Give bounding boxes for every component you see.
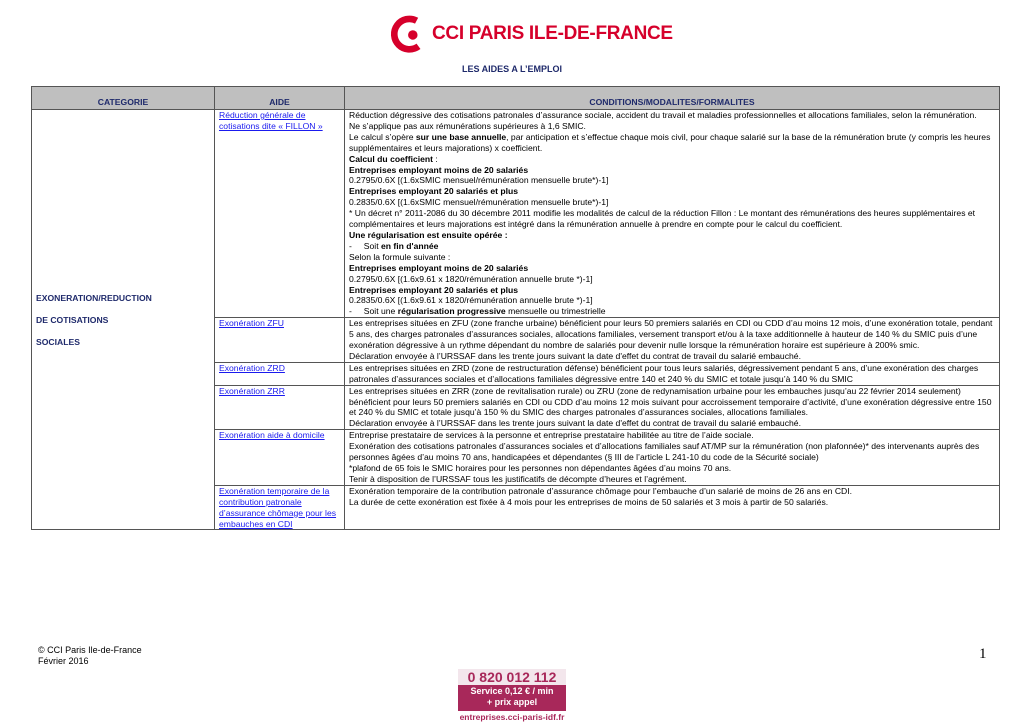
conditions-cell <box>345 318 1000 363</box>
category-line: SOCIALES <box>36 336 80 347</box>
aide-link[interactable]: Exonération ZFU <box>219 318 284 329</box>
phone-tarif-line2: + prix appel <box>486 697 538 707</box>
condition-line <box>349 186 995 197</box>
condition-text: 0.2795/0.6X [(1.6xSMIC mensuel/rémunération mensuelle brute*)-1] <box>349 175 609 186</box>
condition-text: mensuelle ou trimestrielle <box>505 306 606 317</box>
condition-bold-text: Entreprises employant moins de 20 salariés <box>349 262 529 273</box>
category-cell <box>32 110 215 530</box>
condition-text: Déclaration envoyée à l’URSSAF dans les trente jours suivant la date d'effet du contrat de travail du salarié embauché. <box>349 350 801 361</box>
condition-line <box>349 363 995 385</box>
condition-text: Entreprise prestataire de services à la personne et entreprise prestataire habilitée au titre de l’aide sociale. <box>349 430 754 441</box>
column-header-categorie: CATEGORIE <box>32 87 215 110</box>
condition-text: : <box>433 153 438 164</box>
cci-logo-icon <box>390 14 428 54</box>
aide-link[interactable]: Exonération temporaire de la contribution patronale d’assurance chômage pour les embauches en CDI <box>219 485 337 529</box>
aide-cell <box>215 110 345 318</box>
condition-text: 0.2835/0.6X [(1.6xSMIC mensuel/rémunération mensuelle brute*)-1] <box>349 197 609 208</box>
condition-text: Exonération des cotisations patronales d’assurances sociales et d’allocations familiales sauf AT/MP sur la rémunération (non plafonnée)* des intervenants auprès des personnes âgées d’au moins 70 ans, handicapées et dépendantes (§ III de l’article L 241-10 du code de la Sécurité sociale) <box>349 441 980 463</box>
condition-line <box>349 230 995 241</box>
condition-text: , par anticipation et s’effectue chaque mois civil, pour chaque salarié sur la base de la rémunération brute (y compris les heures supplémentaires et leurs majorations) x coefficient. <box>349 131 991 153</box>
condition-line <box>349 306 995 317</box>
category-line: DE COTISATIONS <box>36 314 109 325</box>
conditions-cell <box>345 385 1000 430</box>
condition-text: Les entreprises situées en ZRR (zone de revitalisation rurale) ou ZRU (zone de redynamisation urbaine pour les embauches jusqu’au 22 février 2014 seulement) bénéficient pour leurs 50 premiers salariés en CDI ou CDD d’au moins 12 mois suivant pour accroissement temporaire d’activité, d’une exonération dégressive entre 150 et 240 % du SMIC et totale jusqu’à 150 % du SMIC des charges patronales d’assurances sociales, allocations familiales. <box>349 385 992 418</box>
document-title: LES AIDES A L’EMPLOI <box>461 64 562 74</box>
condition-line <box>349 110 995 121</box>
condition-line <box>349 175 995 186</box>
condition-bold-text: Calcul du coefficient <box>349 153 434 164</box>
condition-line <box>349 208 995 230</box>
phone-box <box>458 669 566 711</box>
condition-text: * Un décret n° 2011-2086 du 30 décembre 2011 modifie les modalités de calcul de la réduction Fillon : Le montant des rémunérations des heures supplémentaires et complémentaires et leurs majorations est intégré dans la rémunération annuelle à prendre en compte pour le calcul du coefficient. <box>349 208 976 230</box>
condition-text: - Soit une <box>349 306 398 317</box>
condition-text: 0.2835/0.6X [(1.6x9.61 x 1820/rémunération annuelle brute *)-1] <box>349 295 593 306</box>
aide-link[interactable]: Réduction générale de cotisations dite « FILLON » <box>219 110 323 131</box>
aide-cell <box>215 485 345 530</box>
condition-line <box>349 241 995 252</box>
conditions-cell <box>345 430 1000 486</box>
conditions-cell <box>345 485 1000 530</box>
condition-bold-text: Entreprises employant moins de 20 salariés <box>349 164 529 175</box>
aide-link[interactable]: Exonération ZRR <box>219 385 285 396</box>
conditions-cell <box>345 362 1000 385</box>
aide-link[interactable]: Exonération ZRD <box>219 362 285 373</box>
aides-table <box>31 86 1000 530</box>
phone-tarif <box>458 685 566 708</box>
condition-text: Réduction dégressive des cotisations patronales d’assurance sociale, accident du travail et maladies professionnelles et allocations familiales, selon la rémunération. <box>349 110 977 120</box>
website-link[interactable]: entreprises.cci-paris-idf.fr <box>459 712 565 722</box>
condition-line <box>349 430 995 441</box>
condition-line <box>349 486 995 497</box>
condition-text: Déclaration envoyée à l’URSSAF dans les trente jours suivant la date d'effet du contrat de travail du salarié embauché. <box>349 418 801 429</box>
condition-bold-text: régularisation progressive <box>397 306 506 317</box>
condition-line <box>349 418 995 429</box>
condition-line <box>349 295 995 306</box>
footer <box>38 645 142 667</box>
condition-line <box>349 252 995 263</box>
table-header-row <box>32 87 1000 110</box>
column-header-conditions: CONDITIONS/MODALITES/FORMALITES <box>345 87 1000 110</box>
table-body <box>32 110 1000 530</box>
condition-text: 0.2795/0.6X [(1.6x9.61 x 1820/rémunération annuelle brute *)-1] <box>349 273 593 284</box>
condition-text: Tenir à disposition de l’URSSAF tous les justificatifs de décompte d’heures et l’agrément. <box>349 473 687 484</box>
column-header-aide: AIDE <box>215 87 345 110</box>
condition-line <box>349 463 995 474</box>
condition-text: *plafond de 65 fois le SMIC horaires pour les personnes non dépendantes âgées d’au moins 70 ans. <box>349 463 732 473</box>
copyright: © CCI Paris Ile-de-France <box>38 645 142 655</box>
condition-text: Le calcul s’opère <box>349 131 416 142</box>
condition-line <box>349 474 995 485</box>
condition-bold-text: sur une base annuelle <box>415 131 507 142</box>
condition-line <box>349 154 995 165</box>
condition-bold-text: Entreprises employant 20 salariés et plus <box>349 284 519 295</box>
condition-line <box>349 121 995 132</box>
page-number: 1 <box>979 646 987 662</box>
condition-line <box>349 165 995 176</box>
condition-bold-text: Entreprises employant 20 salariés et plus <box>349 186 519 197</box>
condition-bold-text: en fin d'année <box>381 240 439 251</box>
aide-cell <box>215 318 345 363</box>
phone-tarif-line1: Service 0,12 € / min <box>470 686 554 696</box>
condition-line <box>349 132 995 154</box>
condition-text: Les entreprises situées en ZRD (zone de restructuration défense) bénéficient pour tous leurs salariés, dégressivement pendant 5 ans, d’une exonération des charges patronales d’assurances sociales et d’allocations familiales dégressive entre 140 et 240 % du SMIC et totale jusqu’à 140 % du SMIC <box>349 362 979 384</box>
condition-line <box>349 263 995 274</box>
aide-cell <box>215 430 345 486</box>
condition-text: Exonération temporaire de la contribution patronale d’assurance chômage pour l’embauche d’un salarié de moins de 26 ans en CDI. <box>349 485 853 496</box>
condition-line <box>349 386 995 419</box>
phone-number[interactable]: 0 820 012 112 <box>458 669 566 685</box>
conditions-cell <box>345 110 1000 318</box>
condition-line <box>349 351 995 362</box>
aide-cell <box>215 385 345 430</box>
condition-line <box>349 318 995 351</box>
condition-line <box>349 441 995 463</box>
condition-text: La durée de cette exonération est fixée à 4 mois pour les entreprises de moins de 50 salariés et 3 mois à partir de 50 salariés. <box>349 496 829 507</box>
condition-line <box>349 285 995 296</box>
condition-bold-text: Une régularisation est ensuite opérée : <box>349 229 508 240</box>
table-row <box>32 110 1000 318</box>
condition-line <box>349 197 995 208</box>
aide-cell <box>215 362 345 385</box>
category-line: EXONERATION/REDUCTION <box>36 292 152 303</box>
condition-line <box>349 497 995 508</box>
logo-text: CCI PARIS ILE-DE-FRANCE <box>432 23 673 44</box>
condition-text: Ne s’applique pas aux rémunérations supérieures à 1,6 SMIC. <box>349 120 586 131</box>
publication-date: Février 2016 <box>38 656 89 666</box>
condition-text: - Soit <box>349 240 381 251</box>
cci-logo <box>390 14 673 54</box>
condition-text: Selon la formule suivante : <box>349 251 451 262</box>
condition-text: Les entreprises situées en ZFU (zone franche urbaine) bénéficient pour leurs 50 premiers salariés en CDI ou CDD d’au moins 12 mois, d’une exonération totale, pendant 5 ans, des charges patronales d’assurances sociales, allocations familiales, versement transport et/ou à la taxe additionnelle à hauteur de 140 % du SMIC puis d’une exonération dégressive à un rythme dépendant du nombre de salariés pour devenir nulle lorsque la rémunération horaire est supérieure à 200% smic. <box>349 318 993 351</box>
condition-line <box>349 274 995 285</box>
aide-link[interactable]: Exonération aide à domicile <box>219 430 325 441</box>
